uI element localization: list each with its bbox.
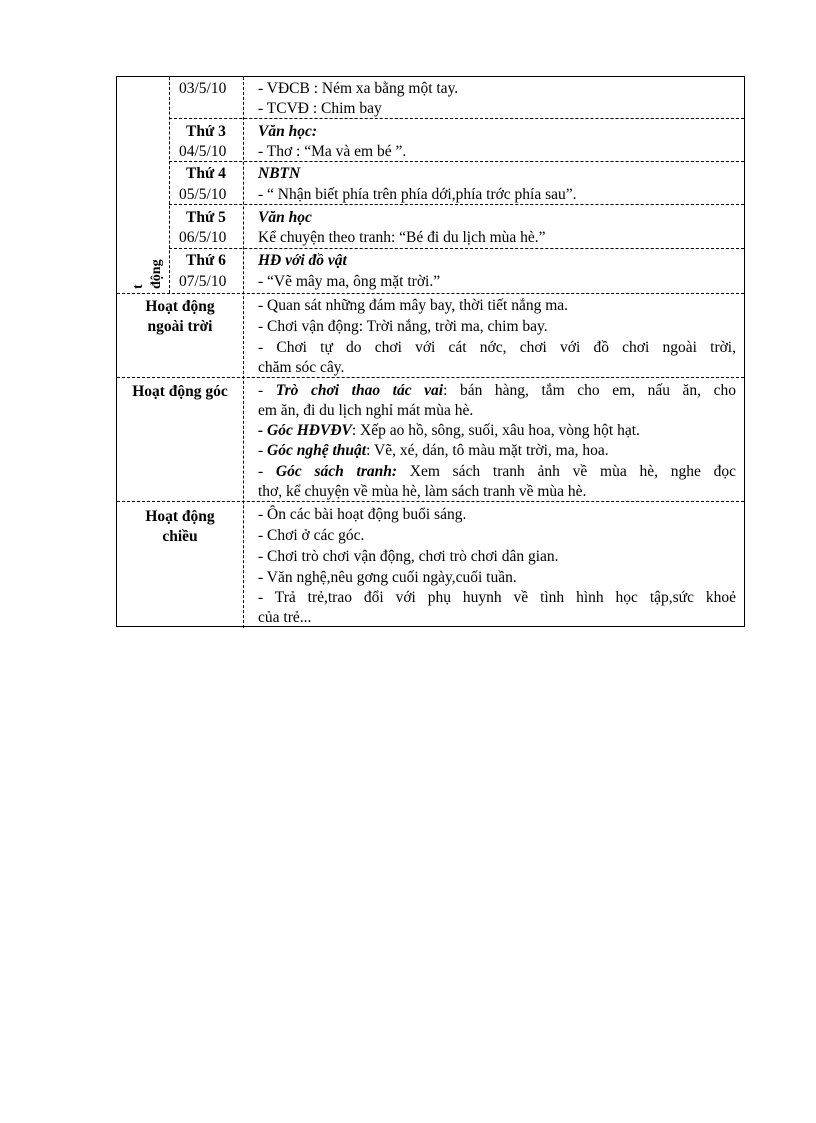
day-date: 07/5/10: [179, 273, 227, 290]
section-label: Hoạt động: [145, 298, 215, 315]
book-text: Xem sách tranh ảnh về mùa hè, nghe đọc: [397, 463, 736, 480]
art-title: Góc nghệ thuật: [267, 442, 367, 459]
activity-line: - TCVĐ : Chim bay: [258, 100, 382, 117]
activity-line: - Chơi trò chơi vận động, chơi trò chơi dân gian.: [258, 548, 559, 565]
day-date: 06/5/10: [179, 229, 227, 246]
art-text: : Vẽ, xé, dán, tô màu mặt trời, ma, hoa.: [366, 442, 609, 459]
roleplay-text: : bán hàng, tắm cho em, nấu ăn, cho: [443, 382, 736, 399]
activity-title: HĐ với đồ vật: [258, 252, 347, 269]
row-divider: [169, 118, 744, 119]
activity-line: Kể chuyện theo tranh: “Bé đi du lịch mùa hè.”: [258, 229, 546, 246]
side-label-1: t: [131, 284, 146, 289]
build-title: Góc HĐVĐV: [267, 422, 352, 439]
section-label: ngoài trời: [147, 318, 213, 335]
activity-title: NBTN: [258, 165, 301, 182]
row-divider: [169, 161, 744, 162]
build-line: - Góc HĐVĐV: Xếp ao hồ, sông, suối, xâu hoa, vòng hột hạt.: [258, 422, 640, 439]
row-divider: [117, 293, 744, 294]
activity-title: Văn học:: [258, 123, 317, 140]
row-divider: [169, 248, 744, 249]
day-date: 04/5/10: [179, 143, 227, 160]
side-label-2: động: [149, 259, 164, 289]
activity-line: - Chơi vận động: Trời nắng, trời ma, chim bay.: [258, 318, 548, 335]
day-name: Thứ 4: [186, 165, 226, 182]
day-date: 05/5/10: [179, 186, 227, 203]
activity-line: - Chơi ở các góc.: [258, 527, 365, 544]
activity-line: - “ Nhận biết phía trên phía dới,phía trớc phía sau”.: [258, 186, 577, 203]
schedule-table: [116, 76, 745, 627]
day-name: Thứ 3: [186, 123, 226, 140]
book-title: Góc sách tranh:: [275, 463, 398, 480]
section-label: Hoạt động góc: [132, 383, 228, 400]
column-divider-main: [243, 77, 244, 628]
activity-line: của trẻ...: [258, 609, 312, 626]
activity-line: - VĐCB : Ném xa bằng một tay.: [258, 80, 459, 97]
activity-line: - Thơ : “Ma và em bé ”.: [258, 143, 407, 160]
roleplay-line: - Trò chơi thao tác vai: bán hàng, tắm cho em, nấu ăn, cho: [258, 382, 736, 399]
day-name: Thứ 5: [186, 209, 226, 226]
row-divider: [117, 501, 744, 502]
activity-title: Văn học: [258, 209, 312, 226]
art-line: - Góc nghệ thuật: Vẽ, xé, dán, tô màu mặt trời, ma, hoa.: [258, 442, 609, 459]
section-label: Hoạt động: [145, 508, 215, 525]
day-name: Thứ 6: [186, 252, 226, 269]
roleplay-title: Trò chơi thao tác vai: [275, 382, 444, 399]
activity-line: chăm sóc cây.: [258, 359, 345, 376]
activity-line: - Chơi tự do chơi với cát nớc, chơi với đồ chơi ngoài trời,: [258, 339, 736, 356]
activity-line: thơ, kể chuyện về mùa hè, làm sách tranh về mùa hè.: [258, 483, 587, 500]
activity-line: - Ôn các bài hoạt động buổi sáng.: [258, 506, 467, 523]
activity-line: - Trả trẻ,trao đổi với phụ huynh về tình hình học tập,sức khoẻ: [258, 589, 736, 606]
section-label: chiều: [162, 528, 198, 545]
row-divider: [117, 377, 744, 378]
activity-line: em ăn, đi du lịch nghỉ mát mùa hè.: [258, 402, 474, 419]
activity-line: - Quan sát những đám mây bay, thời tiết nắng ma.: [258, 297, 569, 314]
activity-line: - “Vẽ mây ma, ông mặt trời.”: [258, 273, 441, 290]
build-text: : Xếp ao hồ, sông, suối, xâu hoa, vòng hột hạt.: [351, 422, 640, 439]
row-divider: [169, 204, 744, 205]
activity-line: - Văn nghệ,nêu gơng cuối ngày,cuối tuần.: [258, 569, 517, 586]
day-date: 03/5/10: [179, 80, 227, 97]
book-line: - Góc sách tranh: Xem sách tranh ảnh về mùa hè, nghe đọc: [258, 463, 736, 480]
